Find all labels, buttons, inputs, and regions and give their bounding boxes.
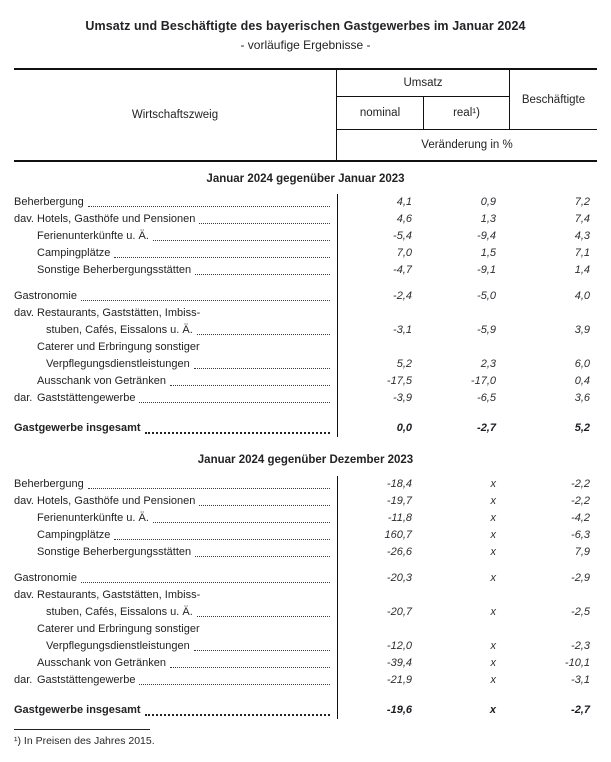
leader-dots (194, 650, 330, 651)
table-row (14, 211, 597, 228)
row-values (337, 527, 597, 544)
value-beschaeftigte: -2,2 (571, 478, 590, 490)
table-row (14, 476, 597, 493)
value-beschaeftigte: -6,3 (571, 529, 590, 541)
leader-dots (81, 582, 330, 583)
value-real: x (490, 657, 496, 669)
table-row (14, 339, 597, 356)
value-beschaeftigte: 7,4 (574, 213, 590, 225)
row-values (337, 288, 597, 305)
leader-dots (145, 432, 330, 434)
row-values (337, 305, 597, 322)
row-label-cell (14, 228, 337, 245)
value-nominal: 5,2 (396, 358, 412, 370)
value-nominal: -12,0 (386, 640, 412, 652)
value-nominal: -20,7 (386, 606, 412, 618)
value-beschaeftigte: -2,5 (571, 606, 590, 618)
column-header-wirtschaftszweig: Wirtschaftszweig (14, 70, 337, 160)
leader-dots (170, 667, 330, 668)
value-beschaeftigte (509, 587, 597, 604)
row-values (337, 672, 597, 689)
value-nominal: 160,7 (384, 529, 412, 541)
column-header-real: real¹) (453, 107, 480, 119)
row-prefix: dar. (14, 392, 33, 404)
row-label: stuben, Cafés, Eissalons u. Ä. (46, 606, 193, 618)
row-label-cell (14, 527, 337, 544)
value-real (424, 561, 509, 570)
value-beschaeftigte (509, 339, 597, 356)
column-header-nominal: nominal (337, 97, 424, 129)
value-nominal: -21,9 (386, 674, 412, 686)
value-nominal: -5,4 (393, 230, 412, 242)
value-beschaeftigte: 7,1 (574, 247, 590, 259)
value-beschaeftigte: -3,1 (571, 674, 590, 686)
leader-dots (139, 402, 330, 403)
leader-dots (195, 556, 330, 557)
value-real: x (489, 704, 496, 716)
leader-dots (199, 223, 330, 224)
value-nominal (338, 305, 424, 322)
table-body-sections (14, 171, 597, 719)
value-nominal: -17,5 (386, 375, 412, 387)
row-label: Gastronomie (14, 290, 77, 302)
row-values (337, 279, 597, 288)
row-label: Hotels, Gasthöfe und Pensionen (37, 495, 196, 507)
row-label-cell (14, 702, 337, 719)
value-real: x (490, 606, 496, 618)
value-nominal (338, 279, 424, 288)
row-values (337, 510, 597, 527)
table-row (14, 288, 597, 305)
row-values (337, 544, 597, 561)
value-nominal (338, 621, 424, 638)
row-values (337, 420, 597, 437)
table-row (14, 544, 597, 561)
row-label: Caterer und Erbringung sonstiger (37, 341, 200, 353)
column-header-veraenderung: Veränderung in % (421, 139, 513, 151)
value-nominal: -18,4 (386, 478, 412, 490)
row-label: Hotels, Gasthöfe und Pensionen (37, 213, 196, 225)
row-label-cell (14, 420, 337, 437)
spacer-row (14, 279, 597, 288)
leader-dots (194, 368, 330, 369)
value-beschaeftigte: 3,6 (574, 392, 590, 404)
row-values (337, 702, 597, 719)
table-row (14, 672, 597, 689)
table-row (14, 322, 597, 339)
row-label-cell (14, 194, 337, 211)
row-label-cell (14, 587, 337, 604)
row-label: Gastgewerbe insgesamt (14, 422, 141, 434)
row-prefix: dar. (14, 674, 33, 686)
value-beschaeftigte: -2,2 (571, 495, 590, 507)
row-label-cell (14, 373, 337, 390)
row-label-cell (14, 211, 337, 228)
row-label: Beherbergung (14, 478, 84, 490)
value-real: x (490, 674, 496, 686)
value-real (424, 279, 509, 288)
row-label-cell (14, 638, 337, 655)
row-values (337, 493, 597, 510)
value-real: -5,9 (477, 324, 496, 336)
value-real: 2,3 (480, 358, 496, 370)
row-values (337, 356, 597, 373)
value-real (424, 339, 509, 356)
value-beschaeftigte: -2,9 (571, 572, 590, 584)
row-label: Gastronomie (14, 572, 77, 584)
leader-dots (153, 522, 330, 523)
value-nominal: -26,6 (386, 546, 412, 558)
row-label: Ausschank von Getränken (37, 657, 167, 669)
value-real: x (490, 640, 496, 652)
value-beschaeftigte (509, 621, 597, 638)
leader-dots (114, 539, 330, 540)
table-row (14, 493, 597, 510)
value-real: -5,0 (477, 290, 496, 302)
row-label-cell (14, 339, 337, 356)
value-beschaeftigte: 4,0 (574, 290, 590, 302)
value-real (424, 587, 509, 604)
table-row (14, 194, 597, 211)
leader-dots (139, 684, 330, 685)
leader-dots (114, 257, 330, 258)
page-subtitle: - vorläufige Ergebnisse - (240, 38, 371, 52)
umsatz-header-group (337, 70, 509, 129)
row-label: Caterer und Erbringung sonstiger (37, 623, 200, 635)
row-values (337, 245, 597, 262)
leader-dots (81, 300, 330, 301)
value-nominal: -2,4 (393, 290, 412, 302)
value-beschaeftigte: 5,2 (574, 422, 590, 434)
row-values (337, 604, 597, 621)
value-beschaeftigte (509, 305, 597, 322)
row-prefix: dav. (14, 589, 34, 601)
value-real (424, 305, 509, 322)
table-row (14, 510, 597, 527)
value-beschaeftigte: 1,4 (574, 264, 590, 276)
section-title: Januar 2024 gegenüber Januar 2023 (206, 173, 405, 185)
row-values (337, 194, 597, 211)
value-real (424, 689, 509, 702)
table-header (14, 68, 597, 162)
row-values (337, 228, 597, 245)
value-real (424, 407, 509, 420)
row-label-cell (14, 390, 337, 407)
row-values (337, 339, 597, 356)
row-label: Gaststättengewerbe (37, 392, 136, 404)
leader-dots (195, 274, 330, 275)
leader-dots (88, 206, 330, 207)
row-label-cell (14, 245, 337, 262)
value-beschaeftigte: -2,7 (571, 704, 590, 716)
column-header-beschaeftigte: Beschäftigte (509, 70, 597, 129)
table-row (14, 527, 597, 544)
value-nominal (338, 561, 424, 570)
value-beschaeftigte: 3,9 (574, 324, 590, 336)
row-values (337, 689, 597, 702)
value-beschaeftigte (509, 689, 597, 702)
row-label-cell (14, 262, 337, 279)
row-prefix: dav. (14, 307, 34, 319)
value-beschaeftigte: -4,2 (571, 512, 590, 524)
row-label: Sonstige Beherbergungsstätten (37, 264, 192, 276)
value-nominal: 7,0 (396, 247, 412, 259)
footnote-divider (14, 729, 150, 730)
value-beschaeftigte: 7,9 (574, 546, 590, 558)
leader-dots (170, 385, 330, 386)
value-real: x (490, 512, 496, 524)
table-row (14, 390, 597, 407)
row-values (337, 211, 597, 228)
row-label-cell (14, 655, 337, 672)
table-row (14, 420, 597, 437)
row-label-cell (14, 493, 337, 510)
value-beschaeftigte: 0,4 (574, 375, 590, 387)
value-beschaeftigte: -2,3 (571, 640, 590, 652)
row-label: Ausschank von Getränken (37, 375, 167, 387)
value-beschaeftigte: 4,3 (574, 230, 590, 242)
leader-dots (145, 714, 330, 716)
row-label: Campingplätze (37, 247, 111, 259)
row-values (337, 655, 597, 672)
row-label-cell (14, 621, 337, 638)
page-title: Umsatz und Beschäftigte des bayerischen Gastgewerbes im Januar 2024 (85, 19, 526, 33)
value-real: -17,0 (470, 375, 496, 387)
table-section (14, 452, 597, 719)
row-label: Campingplätze (37, 529, 111, 541)
value-nominal: -20,3 (386, 572, 412, 584)
table-section (14, 171, 597, 437)
row-values (337, 561, 597, 570)
value-nominal: 4,6 (396, 213, 412, 225)
table-row (14, 570, 597, 587)
value-beschaeftigte: 7,2 (574, 196, 590, 208)
value-real: x (490, 529, 496, 541)
row-label-cell (14, 544, 337, 561)
leader-dots (88, 488, 330, 489)
row-label-cell (14, 305, 337, 322)
row-label-cell (14, 407, 337, 420)
row-values (337, 621, 597, 638)
section-title: Januar 2024 gegenüber Dezember 2023 (197, 454, 414, 466)
row-values (337, 476, 597, 493)
leader-dots (197, 616, 330, 617)
row-label-cell (14, 356, 337, 373)
value-real: -9,1 (477, 264, 496, 276)
row-label: Ferienunterkünfte u. Ä. (37, 512, 149, 524)
table-row (14, 587, 597, 604)
row-values (337, 322, 597, 339)
leader-dots (199, 505, 330, 506)
row-label: Gaststättengewerbe (37, 674, 136, 686)
value-beschaeftigte: -10,1 (564, 657, 590, 669)
row-values (337, 570, 597, 587)
row-label-cell (14, 279, 337, 288)
row-label: Gastgewerbe insgesamt (14, 704, 141, 716)
value-nominal: -39,4 (386, 657, 412, 669)
spacer-row (14, 561, 597, 570)
value-real: 1,5 (480, 247, 496, 259)
row-label: stuben, Cafés, Eissalons u. Ä. (46, 324, 193, 336)
table-row (14, 245, 597, 262)
row-values (337, 373, 597, 390)
row-label-cell (14, 476, 337, 493)
spacer-row (14, 689, 597, 702)
row-prefix: dav. (14, 495, 34, 507)
row-label-cell (14, 322, 337, 339)
row-values (337, 262, 597, 279)
footnote-text: ¹) In Preisen des Jahres 2015. (14, 735, 155, 747)
value-nominal: 4,1 (396, 196, 412, 208)
row-label-cell (14, 689, 337, 702)
row-label-cell (14, 570, 337, 587)
row-label-cell (14, 510, 337, 527)
value-real: -2,7 (477, 422, 496, 434)
row-label: Restaurants, Gaststätten, Imbiss- (37, 307, 201, 319)
table-row (14, 228, 597, 245)
row-label: Verpflegungsdienstleistungen (46, 358, 190, 370)
value-real: x (490, 546, 496, 558)
row-label: Beherbergung (14, 196, 84, 208)
value-beschaeftigte (509, 561, 597, 570)
leader-dots (153, 240, 330, 241)
leader-dots (197, 334, 330, 335)
value-beschaeftigte: 6,0 (574, 358, 590, 370)
value-real: x (490, 478, 496, 490)
table-row (14, 373, 597, 390)
value-nominal (338, 689, 424, 702)
value-real (424, 621, 509, 638)
value-nominal: -19,6 (386, 704, 412, 716)
table-row (14, 638, 597, 655)
table-row (14, 262, 597, 279)
value-real: 1,3 (480, 213, 496, 225)
row-label-cell (14, 561, 337, 570)
value-nominal: -3,1 (393, 324, 412, 336)
value-nominal: 0,0 (396, 422, 412, 434)
spacer-row (14, 407, 597, 420)
value-real: x (490, 495, 496, 507)
row-label-cell (14, 672, 337, 689)
table-row (14, 305, 597, 322)
value-beschaeftigte (509, 407, 597, 420)
value-nominal: -3,9 (393, 392, 412, 404)
row-label: Restaurants, Gaststätten, Imbiss- (37, 589, 201, 601)
table-row (14, 702, 597, 719)
value-nominal: -4,7 (393, 264, 412, 276)
table-row (14, 621, 597, 638)
row-label-cell (14, 288, 337, 305)
table-header-top (337, 70, 597, 130)
value-nominal: -11,8 (387, 512, 412, 524)
row-label-cell (14, 604, 337, 621)
column-header-umsatz: Umsatz (337, 70, 509, 97)
row-values (337, 587, 597, 604)
table-row (14, 604, 597, 621)
value-beschaeftigte (509, 279, 597, 288)
row-label: Ferienunterkünfte u. Ä. (37, 230, 149, 242)
value-real: -9,4 (477, 230, 496, 242)
value-real: x (490, 572, 496, 584)
value-real: -6,5 (477, 392, 496, 404)
row-label: Sonstige Beherbergungsstätten (37, 546, 192, 558)
value-nominal (338, 407, 424, 420)
row-label: Verpflegungsdienstleistungen (46, 640, 190, 652)
value-nominal (338, 587, 424, 604)
table-row (14, 356, 597, 373)
value-nominal: -19,7 (386, 495, 412, 507)
row-prefix: dav. (14, 213, 34, 225)
value-real: 0,9 (480, 196, 496, 208)
umsatz-subheaders (337, 97, 509, 129)
row-values (337, 638, 597, 655)
value-nominal (338, 339, 424, 356)
row-values (337, 390, 597, 407)
row-values (337, 407, 597, 420)
table-header-right (337, 70, 597, 160)
table-row (14, 655, 597, 672)
